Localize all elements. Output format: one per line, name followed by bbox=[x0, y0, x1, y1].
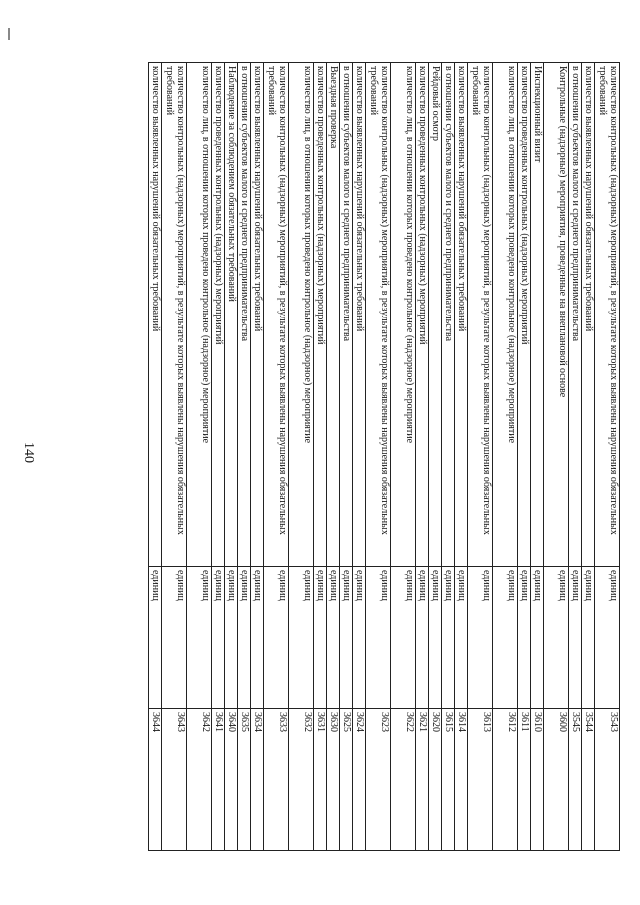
indicator-name-cell: количество лиц, в отношении которых проведено контрольное (надзорное) мероприятие bbox=[493, 63, 518, 567]
indicator-name-cell: количество контрольных (надзорных) мероприятий, в результате которых выявлены нарушения обязательных требований bbox=[366, 63, 391, 567]
unit-cell: единиц bbox=[442, 567, 455, 709]
row-code-cell: 3631 bbox=[314, 709, 327, 851]
table-row bbox=[149, 63, 162, 851]
indicator-name-cell: в отношении субъектов малого и среднего предпринимательства bbox=[340, 63, 353, 567]
table-row bbox=[569, 63, 582, 851]
table-row bbox=[187, 63, 212, 851]
indicator-name-cell: в отношении субъектов малого и среднего предпринимательства bbox=[442, 63, 455, 567]
unit-cell: единиц bbox=[340, 567, 353, 709]
row-code-cell: 3543 bbox=[595, 709, 620, 851]
row-code-cell: 3622 bbox=[391, 709, 416, 851]
table-row bbox=[391, 63, 416, 851]
row-code-cell: 3635 bbox=[238, 709, 251, 851]
row-code-cell: 3634 bbox=[251, 709, 264, 851]
indicator-name-cell: количество выявленных нарушений обязательных требований bbox=[582, 63, 595, 567]
unit-cell: единиц bbox=[366, 567, 391, 709]
table-row bbox=[582, 63, 595, 851]
table-row bbox=[518, 63, 531, 851]
unit-cell: единиц bbox=[518, 567, 531, 709]
indicators-table bbox=[148, 62, 620, 851]
row-code-cell: 3544 bbox=[582, 709, 595, 851]
row-code-cell: 3600 bbox=[544, 709, 569, 851]
table-row bbox=[353, 63, 366, 851]
table-row bbox=[366, 63, 391, 851]
indicator-name-cell: Рейдовый осмотр bbox=[429, 63, 442, 567]
row-code-cell: 3620 bbox=[429, 709, 442, 851]
indicator-name-cell: количество контрольных (надзорных) мероприятий, в результате которых выявлены нарушения обязательных требований bbox=[264, 63, 289, 567]
row-code-cell: 3545 bbox=[569, 709, 582, 851]
table-row bbox=[544, 63, 569, 851]
row-code-cell: 3613 bbox=[468, 709, 493, 851]
indicator-name-cell: количество проведенных контрольных (надзорных) мероприятий bbox=[212, 63, 225, 567]
row-code-cell: 3641 bbox=[212, 709, 225, 851]
scan-mark bbox=[8, 28, 10, 40]
table-row bbox=[314, 63, 327, 851]
indicator-name-cell: количество контрольных (надзорных) мероприятий, в результате которых выявлены нарушения обязательных требований bbox=[468, 63, 493, 567]
row-code-cell: 3643 bbox=[162, 709, 187, 851]
table-row bbox=[468, 63, 493, 851]
indicator-name-cell: количество контрольных (надзорных) мероприятий, в результате которых выявлены нарушения обязательных требований bbox=[162, 63, 187, 567]
indicators-table-body bbox=[149, 63, 620, 851]
row-code-cell: 3612 bbox=[493, 709, 518, 851]
unit-cell: единиц bbox=[531, 567, 544, 709]
row-code-cell: 3621 bbox=[416, 709, 429, 851]
table-row bbox=[416, 63, 429, 851]
row-code-cell: 3640 bbox=[225, 709, 238, 851]
unit-cell: единиц bbox=[162, 567, 187, 709]
indicator-name-cell: количество лиц, в отношении которых проведено контрольное (надзорное) мероприятие bbox=[187, 63, 212, 567]
table-row bbox=[251, 63, 264, 851]
row-code-cell: 3625 bbox=[340, 709, 353, 851]
indicator-name-cell: Выездная проверка bbox=[327, 63, 340, 567]
indicator-name-cell: количество лиц, в отношении которых проведено контрольное (надзорное) мероприятие bbox=[391, 63, 416, 567]
unit-cell: единиц bbox=[391, 567, 416, 709]
unit-cell: единиц bbox=[225, 567, 238, 709]
unit-cell: единиц bbox=[569, 567, 582, 709]
table-row bbox=[493, 63, 518, 851]
indicator-name-cell: количество выявленных нарушений обязательных требований bbox=[455, 63, 468, 567]
row-code-cell: 3632 bbox=[289, 709, 314, 851]
table-row bbox=[162, 63, 187, 851]
unit-cell: единиц bbox=[353, 567, 366, 709]
indicator-name-cell: количество выявленных нарушений обязательных требований bbox=[149, 63, 162, 567]
unit-cell: единиц bbox=[416, 567, 429, 709]
unit-cell: единиц bbox=[544, 567, 569, 709]
table-row bbox=[595, 63, 620, 851]
table-row bbox=[225, 63, 238, 851]
unit-cell: единиц bbox=[595, 567, 620, 709]
indicator-name-cell: количество проведенных контрольных (надзорных) мероприятий bbox=[314, 63, 327, 567]
indicator-name-cell: Инспекционный визит bbox=[531, 63, 544, 567]
row-code-cell: 3633 bbox=[264, 709, 289, 851]
unit-cell: единиц bbox=[429, 567, 442, 709]
table-row bbox=[442, 63, 455, 851]
table-row bbox=[340, 63, 353, 851]
row-code-cell: 3614 bbox=[455, 709, 468, 851]
indicator-name-cell: в отношении субъектов малого и среднего предпринимательства bbox=[569, 63, 582, 567]
table-row bbox=[531, 63, 544, 851]
report-sheet bbox=[76, 62, 620, 850]
unit-cell: единиц bbox=[314, 567, 327, 709]
table-row bbox=[238, 63, 251, 851]
unit-cell: единиц bbox=[238, 567, 251, 709]
unit-cell: единиц bbox=[582, 567, 595, 709]
unit-cell: единиц bbox=[149, 567, 162, 709]
indicator-name-cell: количество лиц, в отношении которых проведено контрольное (надзорное) мероприятие bbox=[289, 63, 314, 567]
row-code-cell: 3611 bbox=[518, 709, 531, 851]
table-row bbox=[327, 63, 340, 851]
unit-cell: единиц bbox=[251, 567, 264, 709]
indicator-name-cell: Контрольные (надзорные) мероприятия, проведенные на внеплановой основе bbox=[544, 63, 569, 567]
unit-cell: единиц bbox=[327, 567, 340, 709]
unit-cell: единиц bbox=[289, 567, 314, 709]
table-row bbox=[264, 63, 289, 851]
unit-cell: единиц bbox=[455, 567, 468, 709]
row-code-cell: 3624 bbox=[353, 709, 366, 851]
table-row bbox=[212, 63, 225, 851]
indicator-name-cell: количество выявленных нарушений обязательных требований bbox=[251, 63, 264, 567]
row-code-cell: 3615 bbox=[442, 709, 455, 851]
indicator-name-cell: количество контрольных (надзорных) мероприятий, в результате которых выявлены нарушения обязательных требований bbox=[595, 63, 620, 567]
indicator-name-cell: количество выявленных нарушений обязательных требований bbox=[353, 63, 366, 567]
indicator-name-cell: в отношении субъектов малого и среднего предпринимательства bbox=[238, 63, 251, 567]
table-row bbox=[429, 63, 442, 851]
unit-cell: единиц bbox=[187, 567, 212, 709]
unit-cell: единиц bbox=[468, 567, 493, 709]
table-row bbox=[289, 63, 314, 851]
unit-cell: единиц bbox=[212, 567, 225, 709]
indicator-name-cell: количество проведенных контрольных (надзорных) мероприятий bbox=[416, 63, 429, 567]
indicator-name-cell: Наблюдение за соблюдением обязательных требований bbox=[225, 63, 238, 567]
unit-cell: единиц bbox=[264, 567, 289, 709]
row-code-cell: 3642 bbox=[187, 709, 212, 851]
table-row bbox=[455, 63, 468, 851]
page-number: 140 bbox=[21, 442, 36, 463]
row-code-cell: 3623 bbox=[366, 709, 391, 851]
row-code-cell: 3610 bbox=[531, 709, 544, 851]
unit-cell: единиц bbox=[493, 567, 518, 709]
row-code-cell: 3630 bbox=[327, 709, 340, 851]
row-code-cell: 3644 bbox=[149, 709, 162, 851]
indicator-name-cell: количество проведенных контрольных (надзорных) мероприятий bbox=[518, 63, 531, 567]
